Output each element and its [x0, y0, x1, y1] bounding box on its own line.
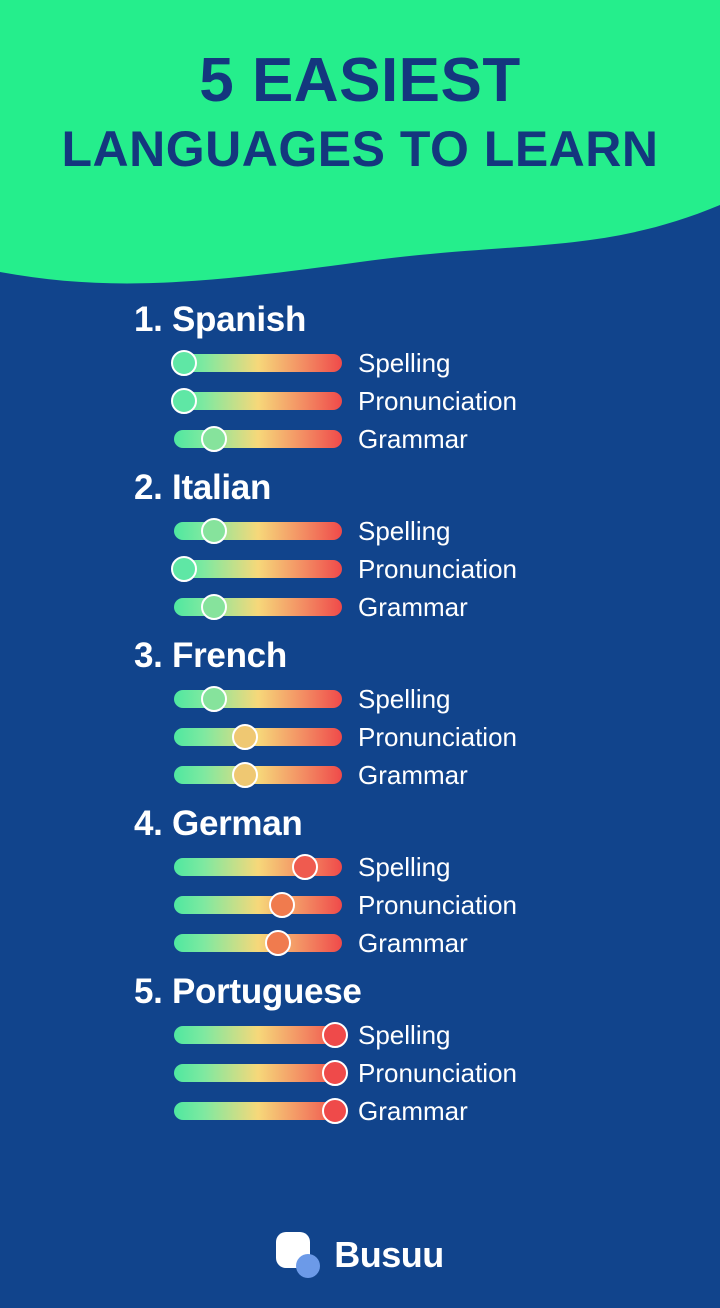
metric-label: Spelling	[358, 347, 451, 378]
header-title-block	[0, 0, 720, 240]
bar-track	[174, 354, 342, 372]
header-banner	[0, 0, 720, 300]
metric-label: Pronunciation	[358, 721, 517, 752]
metric-label: Pronunciation	[358, 889, 517, 920]
metric-row	[0, 756, 720, 794]
difficulty-bar	[174, 688, 342, 710]
metric-label: Grammar	[358, 927, 468, 958]
metric-label: Pronunciation	[358, 385, 517, 416]
difficulty-bar	[174, 390, 342, 412]
metric-label: Pronunciation	[358, 1057, 517, 1088]
bar-track	[174, 1026, 342, 1044]
languages-list	[0, 300, 720, 1140]
difficulty-bar	[174, 856, 342, 878]
bar-track	[174, 560, 342, 578]
metric-label: Pronunciation	[358, 553, 517, 584]
metric-row	[0, 924, 720, 962]
difficulty-bar	[174, 520, 342, 542]
bar-knob[interactable]	[171, 388, 197, 414]
metric-row	[0, 718, 720, 756]
difficulty-bar	[174, 894, 342, 916]
bar-knob[interactable]	[265, 930, 291, 956]
metric-label: Spelling	[358, 515, 451, 546]
language-name: 4. German	[134, 804, 303, 843]
difficulty-bar	[174, 1024, 342, 1046]
bar-track	[174, 1102, 342, 1120]
difficulty-bar	[174, 1062, 342, 1084]
page-title-line-2: LANGUAGES TO LEARN	[61, 121, 659, 177]
metric-label: Grammar	[358, 1095, 468, 1126]
language-name: 5. Portuguese	[134, 972, 362, 1011]
metric-row	[0, 848, 720, 886]
metric-label: Spelling	[358, 1019, 451, 1050]
metric-row	[0, 886, 720, 924]
metric-row	[0, 1092, 720, 1130]
bar-knob[interactable]	[322, 1098, 348, 1124]
busuu-logo-icon	[276, 1232, 320, 1278]
bar-track	[174, 690, 342, 708]
metric-label: Grammar	[358, 759, 468, 790]
metric-row	[0, 588, 720, 626]
bar-knob[interactable]	[232, 762, 258, 788]
bar-track	[174, 430, 342, 448]
metric-row	[0, 550, 720, 588]
bar-track	[174, 522, 342, 540]
bar-track	[174, 896, 342, 914]
bar-track	[174, 934, 342, 952]
metric-label: Spelling	[358, 683, 451, 714]
language-name: 3. French	[134, 636, 287, 675]
metric-row	[0, 1054, 720, 1092]
difficulty-bar	[174, 352, 342, 374]
brand-name: Busuu	[334, 1234, 444, 1275]
language-block-portuguese	[0, 972, 720, 1130]
difficulty-bar	[174, 596, 342, 618]
language-block-french	[0, 636, 720, 794]
metric-label: Grammar	[358, 591, 468, 622]
bar-knob[interactable]	[201, 518, 227, 544]
metric-row	[0, 344, 720, 382]
bar-knob[interactable]	[201, 426, 227, 452]
bar-track	[174, 598, 342, 616]
footer-brand	[0, 1232, 720, 1278]
metric-row	[0, 680, 720, 718]
metric-row	[0, 1016, 720, 1054]
bar-knob[interactable]	[171, 556, 197, 582]
logo-circle-shape	[296, 1254, 320, 1278]
language-block-italian	[0, 468, 720, 626]
difficulty-bar	[174, 1100, 342, 1122]
bar-knob[interactable]	[322, 1022, 348, 1048]
bar-track	[174, 392, 342, 410]
language-name: 2. Italian	[134, 468, 272, 507]
language-block-german	[0, 804, 720, 962]
metric-row	[0, 512, 720, 550]
difficulty-bar	[174, 932, 342, 954]
bar-knob[interactable]	[171, 350, 197, 376]
bar-knob[interactable]	[322, 1060, 348, 1086]
bar-knob[interactable]	[269, 892, 295, 918]
metric-label: Spelling	[358, 851, 451, 882]
bar-track	[174, 1064, 342, 1082]
bar-track	[174, 728, 342, 746]
difficulty-bar	[174, 558, 342, 580]
metric-row	[0, 382, 720, 420]
language-block-spanish	[0, 300, 720, 458]
difficulty-bar	[174, 726, 342, 748]
language-name: 1. Spanish	[134, 300, 307, 339]
page-title-line-1: 5 EASIEST	[199, 46, 521, 115]
bar-knob[interactable]	[201, 594, 227, 620]
difficulty-bar	[174, 764, 342, 786]
difficulty-bar	[174, 428, 342, 450]
bar-knob[interactable]	[292, 854, 318, 880]
bar-knob[interactable]	[201, 686, 227, 712]
bar-knob[interactable]	[232, 724, 258, 750]
metric-row	[0, 420, 720, 458]
metric-label: Grammar	[358, 423, 468, 454]
bar-track	[174, 766, 342, 784]
